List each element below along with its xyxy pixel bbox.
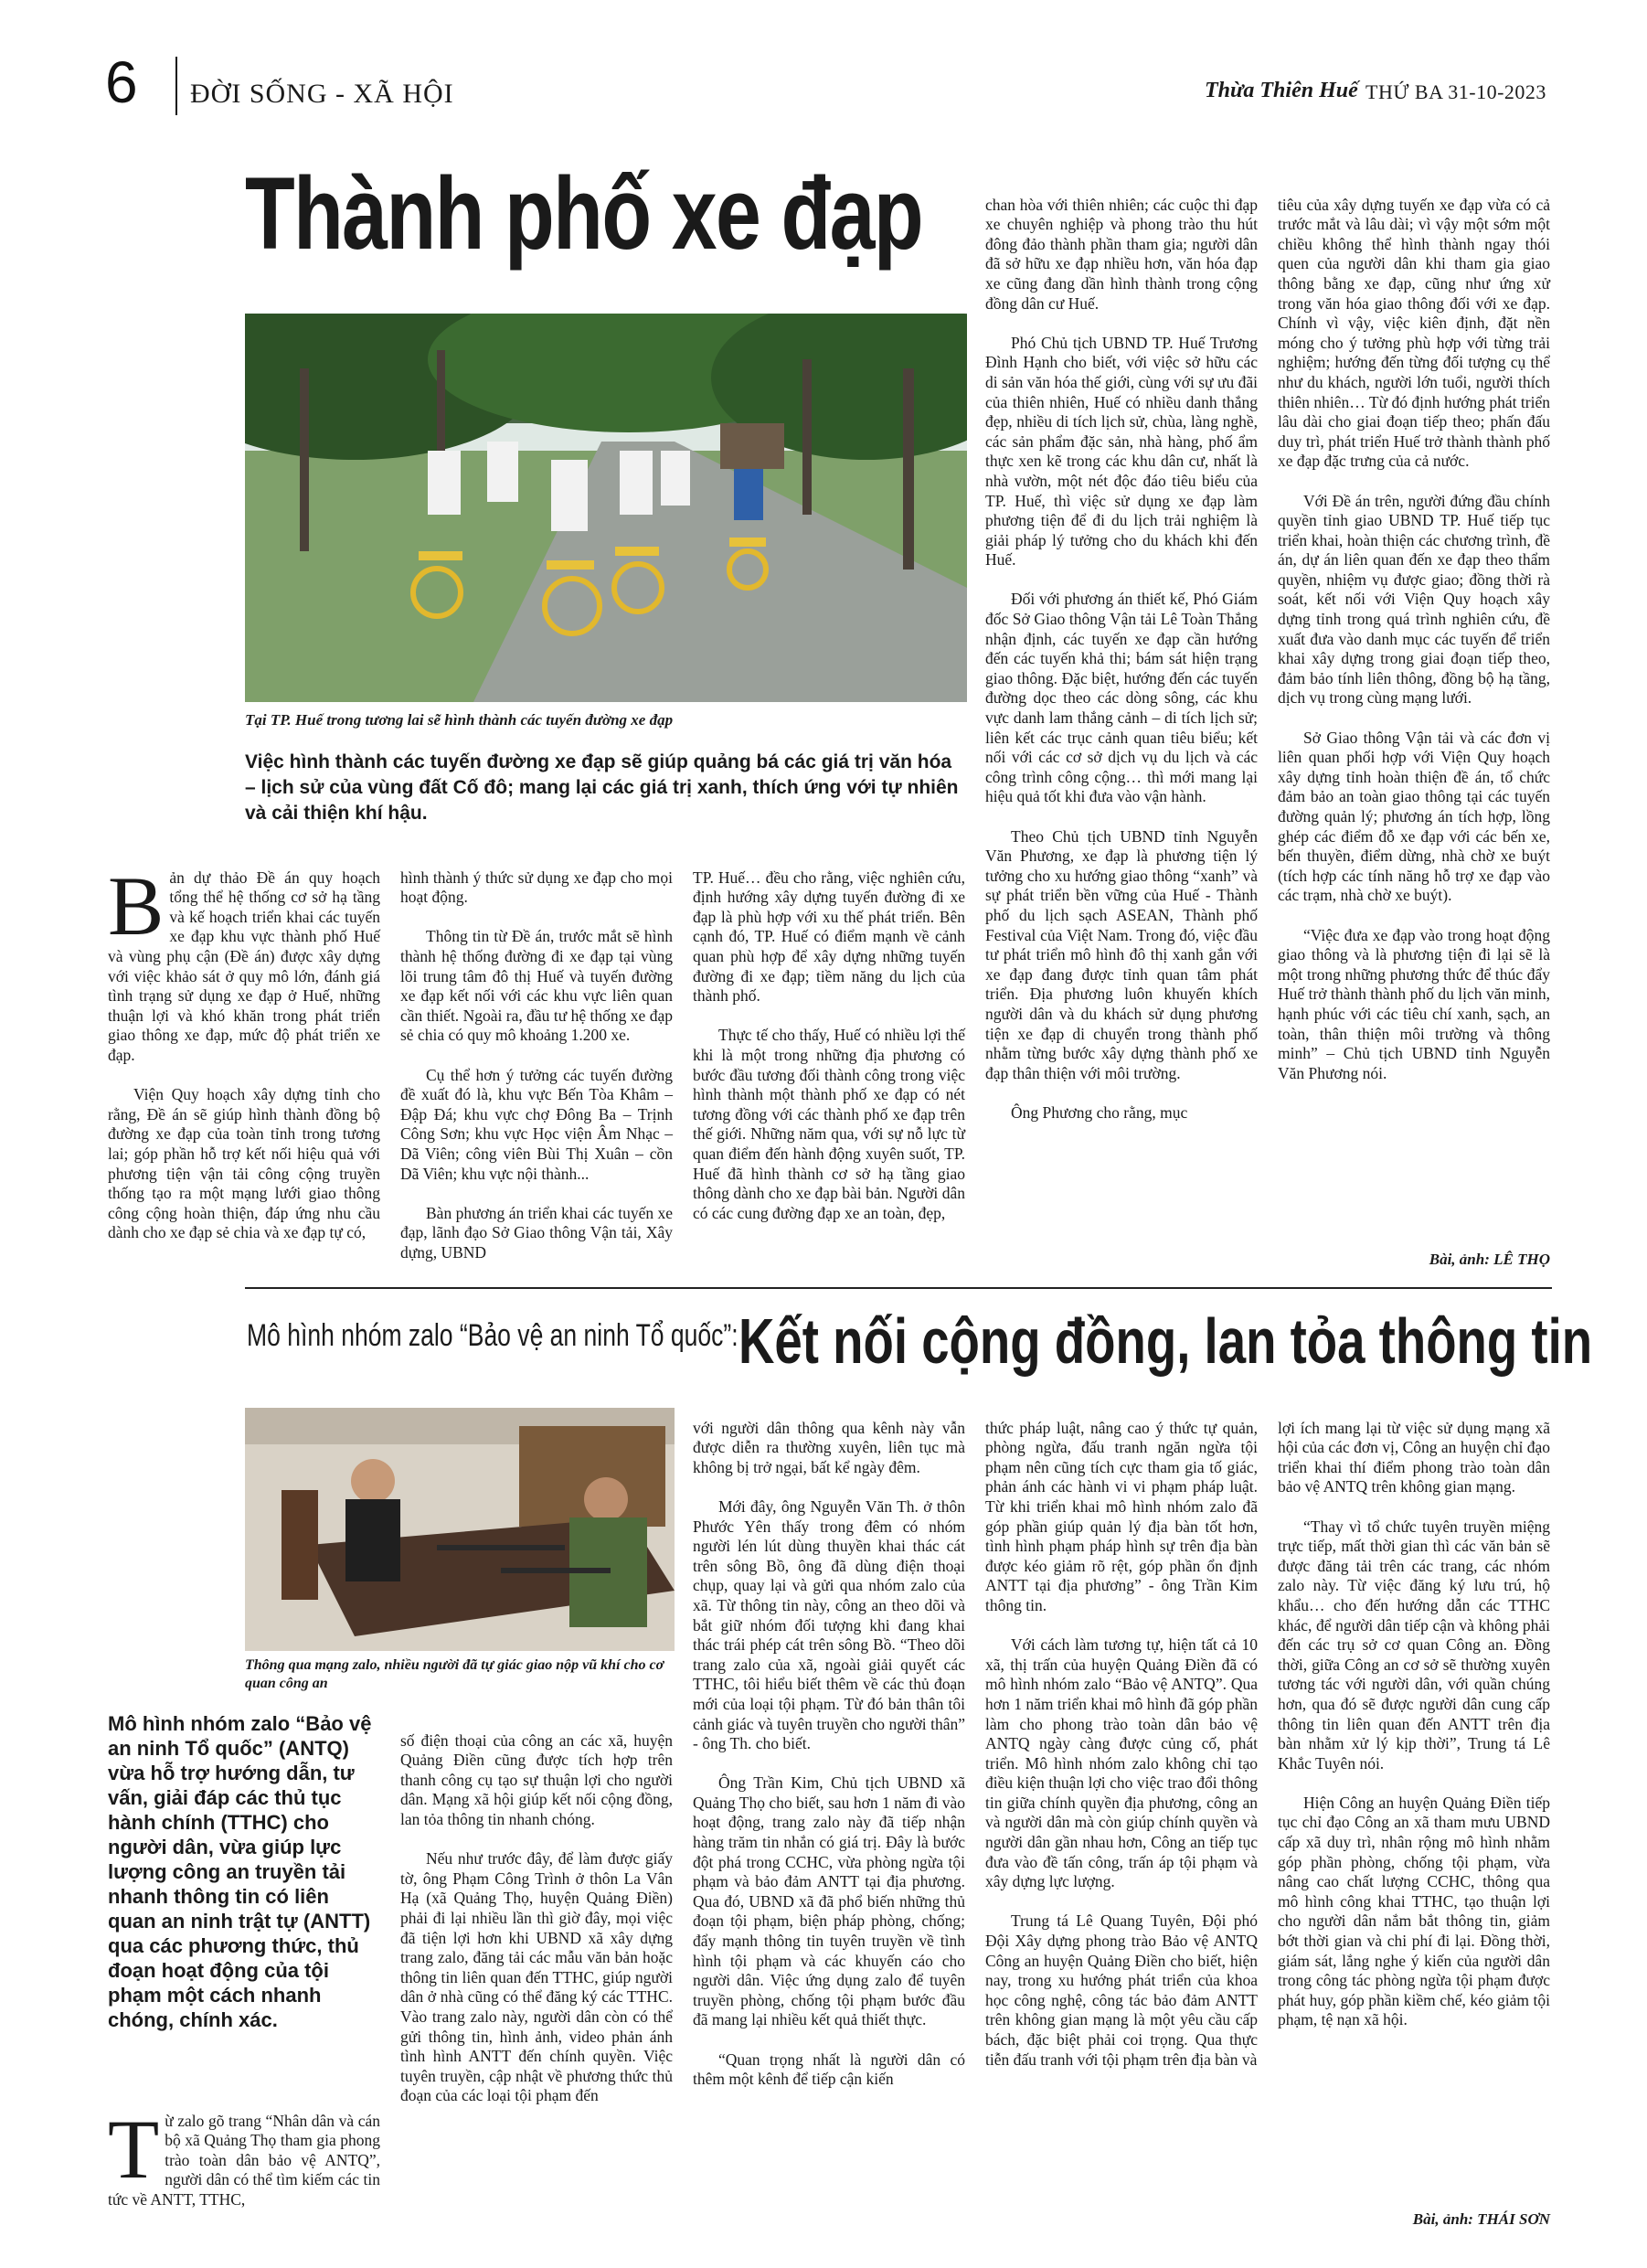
article1-paragraph: Thực tế cho thấy, Huế có nhiều lợi thế khi là một trong những địa phương có bước đầu tương đối thành công trong việc hình thành một thành phố xe đạp có nét tương đồng với các thành phố xe đạp trên thế giới. Những năm qua, với sự nỗ lực từ quan điểm đến hành động xuyên suốt, TP. Huế đã hình thành cơ sở hạ tầng giao thông dành cho xe đạp bài bản. Người dân có các cung đường đạp xe an toàn, đẹp, <box>693 1026 965 1222</box>
article2-paragraph: Ông Trần Kim, Chủ tịch UBND xã Quảng Thọ cho biết, sau hơn 1 năm đi vào hoạt động, trang zalo này đã tiếp nhận hàng trăm tin nhắn có giá trị. Đây là bước đột phá trong CCHC, vừa phòng ngừa tội phạm và bảo đảm ANTT tại địa phương. Qua đó, UBND xã đã phổ biến những thủ đoạn tội phạm, biện pháp phòng, chống; đẩy mạnh thông tin tuyên truyền về tình hình tội phạm và các khuyến cáo cho người dân. Việc ứng dụng zalo để tuyên truyền phòng, chống tội phạm bước đầu đã mang lại nhiều kết quả thiết thực. <box>693 1773 965 2029</box>
article2-paragraph: lợi ích mang lại từ việc sử dụng mạng xã hội của các đơn vị, Công an huyện chỉ đạo triển khai thí điểm phong trào toàn dân bảo vệ ANTQ trên không gian mạng. <box>1278 1418 1550 1496</box>
article1-paragraph: chan hòa với thiên nhiên; các cuộc thi đạp xe chuyên nghiệp và phong trào thu hút đông đảo thành phần tham gia; người dân đã sở hữu xe đạp nhiều hơn, văn hóa đạp xe cũng đang dần hình thành trong cộng đồng dân cư Huế. <box>985 195 1258 313</box>
article1-paragraph: “Việc đưa xe đạp vào trong hoạt động giao thông và là phương tiện đi lại sẽ là một trong những phương thức để thúc đẩy Huế trở thành thành phố du lịch văn minh, hạnh phúc với các tiêu chí xanh, sạch, an toàn, thân thiện môi trường và thông minh” – Chủ tịch UBND tỉnh Nguyễn Văn Phương nói. <box>1278 925 1550 1082</box>
article1-column-4 <box>985 176 1258 1143</box>
article2-paragraph: Mới đây, ông Nguyễn Văn Th. ở thôn Phước Yên thấy trong đêm có nhóm người lén lút dùng thuyền khai thác cát trên sông Bồ, ông đã dùng điện thoại chụp, quay lại và gửi qua nhóm zalo của xã. Từ thông tin này, công an theo dõi và bắt giữ nhóm đối tượng khi đang khai thác trái phép cát trên sông Bồ. “Theo dõi trang zalo của xã, ngoài giải quyết các TTHC, tôi hiểu biết thêm về các thủ đoạn mới của loại tội phạm. Từ đó bản thân tôi cảnh giác và tuyên truyền cho người thân” - ông Th. cho biết. <box>693 1496 965 1753</box>
article1-lead: Việc hình thành các tuyến đường xe đạp sẽ giúp quảng bá các giá trị văn hóa – lịch sử của vùng đất Cố đô; mang lại các giá trị xanh, thích ứng với tự nhiên và cải thiện khí hậu. <box>245 751 959 824</box>
article2-paragraph: “Thay vì tổ chức tuyên truyền miệng trực tiếp, mất thời gian thì các văn bản sẽ được đăng tải trên các trang, các nhóm zalo này. Từ việc đăng ký lưu trú, hộ khẩu… cho đến hướng dẫn các TTHC khác, để người dân tiếp cận và không phải đến các trụ sở cơ quan Công an. Đồng thời, giữa Công an cơ sở sẽ thường xuyên tương tác với người dân, với quần chúng hơn, qua đó sẽ được người dân cung cấp thông tin liên quan đến ANTT trên địa bàn nhằm xử lý kịp thời”, Trung tá Lê Khắc Tuyên nói. <box>1278 1517 1550 1773</box>
article1-column-2 <box>400 848 673 1283</box>
article1-headline: Thành phố xe đạp <box>245 156 922 271</box>
article1-column-3 <box>693 848 965 1243</box>
article1-paragraph: tiêu của xây dựng tuyến xe đạp vừa có cả trước mắt và lâu dài; vì vậy một sớm một chiều không thể hình thành ngay thói quen của người dân khi tham gia giao thông bằng xe đạp, cũng như ứng xử trong văn hóa giao thông đối với xe đạp. Chính vì vậy, việc kiên định, đặt nền móng cho ý tưởng phù hợp với từng trải nghiệm; hướng đến từng đối tượng cụ thể như du khách, người lớn tuổi, người thích thiên nhiên… Từ đó định hướng phát triển lâu dài cho giai đoạn tiếp theo; phấn đấu duy trì, phát triển Huế trở thành thành phố xe đạp đặc trưng của cả nước. <box>1278 195 1550 471</box>
article1-column-5 <box>1278 176 1550 1103</box>
newspaper-name: Thừa Thiên Huế <box>1205 79 1358 102</box>
article1-paragraph: Cụ thể hơn ý tưởng các tuyến đường đề xuất đó là, khu vực Bến Tòa Khâm – Đập Đá; khu vực chợ Đông Ba – Trịnh Công Sơn; khu vực Học viện Âm Nhạc – Dã Viên; công viên Bùi Thị Xuân – cồn Dã Viên; khu vực nội thành... <box>400 1065 673 1183</box>
article1-paragraph: Sở Giao thông Vận tải và các đơn vị liên quan phối hợp với Viện Quy hoạch xây dựng tỉnh hoàn thiện đề án, tổ chức đảm bảo an toàn giao thông tại các tuyến đường quản lý; phương án tích hợp, lồng ghép các điểm đỗ xe đạp với các bến xe, bến thuyền, điểm dừng, nhà chờ xe buýt (tích hợp các tính năng hỗ trợ xe đạp vào các trạm, nhà chờ xe buýt). <box>1278 728 1550 905</box>
article1-paragraph: Theo Chủ tịch UBND tỉnh Nguyễn Văn Phương, xe đạp là phương tiện lý tưởng cho xu hướng giao thông “xanh” và sự phát triển bền vững của Huế - Thành phố du lịch sạch ASEAN, Thành phố Festival của Việt Nam. Trong đó, việc đầu tư phát triển mô hình đô thị xanh gắn với xe đạp đang được tỉnh quan tâm phát triển. Địa phương luôn khuyến khích người dân và du khách sử dụng phương tiện xe đạp di chuyển trong thành phố nhằm từng bước xây dựng thành phố xe đạp thân thiện với môi trường. <box>985 826 1258 1082</box>
article1-paragraph: Thông tin từ Đề án, trước mắt sẽ hình thành hệ thống đường đi xe đạp tại vùng lõi trung tâm đô thị Huế và tuyến đường xe đạp kết nối với các khu vực liên quan cần thiết. Ngoài ra, đầu tư hệ thống xe đạp sẻ chia có quy mô khoảng 1.200 xe. <box>400 927 673 1045</box>
article1-paragraph: Phó Chủ tịch UBND TP. Huế Trương Đình Hạnh cho biết, với việc sở hữu các di sản văn hóa thế giới, cùng với sự ưu đãi của thiên nhiên, Huế có nhiều danh thắng đẹp, nhiều di tích lịch sử, chùa, làng nghề, các sản phẩm đặc sản, nhà hàng, phố ẩm thực xen kẽ trong các khu dân cư, nhất là nhà vườn, một nét độc đáo tiêu biểu của TP. Huế, thì việc sử dụng xe đạp làm phương tiện để đi du lịch trải nghiệm là giải pháp lý tưởng cho du khách khi đến Huế. <box>985 333 1258 570</box>
article1-dropcap: B <box>108 858 165 953</box>
article2-photo-caption: Thông qua mạng zalo, nhiều người đã tự giác giao nộp vũ khí cho cơ quan công an <box>245 1657 664 1691</box>
article2-column-5 <box>1278 1399 1550 2050</box>
article2-paragraph: số điện thoại của công an các xã, huyện Quảng Điền cũng được tích hợp trên thanh công cụ tạo sự thuận lợi cho người dân. Mạng xã hội giúp kết nối cộng đồng, lan tỏa thông tin nhanh chóng. <box>400 1730 673 1828</box>
article2-paragraph: Nếu như trước đây, để làm được giấy tờ, ông Phạm Công Trình ở thôn La Vân Hạ (xã Quảng Thọ, huyện Quảng Điền) phải đi lại nhiều lần thì giờ đây, mọi việc đã tiện lợi hơn khi UBND xã xây dựng trang zalo, đăng tải các mẫu văn bản hoặc thông tin liên quan đến TTHC, giúp người dân ở nhà cũng có thể đăng ký các TTHC. Vào trang zalo này, người dân còn có thể gửi thông tin, hình ảnh, video phản ánh tình hình ANTT đến chính quyền. Việc tuyên truyền, cập nhật về phương thức thủ đoạn của các loại tội phạm đến <box>400 1849 673 2105</box>
header-divider <box>175 57 177 115</box>
article2-paragraph: với người dân thông qua kênh này vẫn được diễn ra thường xuyên, liên tục mà không bị trở ngại, bất kể ngày đêm. <box>693 1418 965 1476</box>
article1-photo-caption: Tại TP. Huế trong tương lai sẽ hình thành các tuyến đường xe đạp <box>245 711 674 729</box>
article2-dropcap: T <box>108 2102 160 2196</box>
article2-byline: Bài, ảnh: THÁI SƠN <box>1412 2210 1550 2228</box>
article2-lead: Mô hình nhóm zalo “Bảo vệ an ninh Tổ quốc” (ANTQ) vừa hỗ trợ hướng dẫn, tư vấn, giải đáp các thủ tục hành chính (TTHC) cho người dân, vừa giúp lực lượng công an truyền tải nhanh thông tin có liên quan an ninh trật tự (ANTT) qua các phương thức, thủ đoạn hoạt động của tội phạm một cách nhanh chóng, chính xác. <box>108 1712 372 2031</box>
article2-paragraph: Hiện Công an huyện Quảng Điền tiếp tục chỉ đạo Công an xã tham mưu UBND cấp xã duy trì, nhân rộng mô hình nhằm góp phần phòng, chống tội phạm, vừa nâng cao chất lượng CCHC, thông qua mô hình công khai TTHC, tạo thuận lợi cho người dân nắm bắt thông tin, giảm bớt thời gian và chi phí đi lại. Đồng thời, giám sát, lắng nghe ý kiến của người dân trong công tác phòng ngừa tội phạm được phát huy, góp phần kiềm chế, kéo giảm tội phạm, tệ nạn xã hội. <box>1278 1793 1550 2029</box>
article1-paragraph: hình thành ý thức sử dụng xe đạp cho mọi hoạt động. <box>400 868 673 907</box>
article1-paragraph: Đối với phương án thiết kế, Phó Giám đốc Sở Giao thông Vận tải Lê Toàn Thắng nhận định, các tuyến xe đạp cần hướng đến các tuyến khả thi; bám sát hiện trạng giao thông. Đặc biệt, hướng đến các tuyến đường dọc theo các dòng sông, các khu vực danh lam thắng cảnh – di tích lịch sử; liên kết các trục cảnh quan tiêu biểu; kết nối với các cơ sở dịch vụ du lịch và các công trình công cộng… thì mới mang lại hiệu quả tốt khi đưa vào vận hành. <box>985 590 1258 806</box>
article2-headline: Kết nối cộng đồng, lan tỏa thông tin <box>738 1305 1593 1377</box>
article1-paragraph: Viện Quy hoạch xây dựng tỉnh cho rằng, Đề án sẽ giúp hình thành đồng bộ đường xe đạp của toàn tỉnh trong tương lai; góp phần hỗ trợ kết nối hiệu quả với phương tiện vận tải công cộng truyền thống tạo ra một mạng lưới giao thông công cộng hoàn thiện, đáp ứng nhu cầu dành cho xe đạp sẻ chia và xe đạp tự có, <box>108 1085 380 1242</box>
article1-photo <box>245 314 967 702</box>
article2-paragraph: thức pháp luật, nâng cao ý thức tự quản, phòng ngừa, đấu tranh ngăn ngừa tội phạm nên cũng tích cực tham gia tố giác, phản ánh các hành vi vi phạm pháp luật. Từ khi triển khai mô hình nhóm zalo đã góp phần giúp quản lý địa bàn tốt hơn, tình hình phạm pháp hình sự trên địa bàn được kéo giảm rõ rệt, góp phần ổn định ANTT tại địa phương” - ông Trần Kim thông tin. <box>985 1418 1258 1614</box>
section-title: ĐỜI SỐNG - XÃ HỘI <box>190 79 454 109</box>
article1-column-1 <box>108 848 380 1262</box>
article2-kicker: Mô hình nhóm zalo “Bảo vệ an ninh Tổ quốc”: <box>247 1318 738 1353</box>
article1-paragraph: TP. Huế… đều cho rằng, việc nghiên cứu, định hướng xây dựng tuyến đường đi xe đạp là phù hợp với xu thế phát triển. Bên cạnh đó, TP. Huế có điểm mạnh về cảnh quan phù hợp để xây dựng những tuyến đường đi xe đạp; tiềm năng du lịch của thành phố. <box>693 868 965 1006</box>
article2-column-1 <box>108 2092 380 2230</box>
page-number: 6 <box>105 49 138 115</box>
article1-byline: Bài, ảnh: LÊ THỌ <box>1429 1251 1550 1268</box>
article2-column-3 <box>693 1399 965 2109</box>
article2-column-2 <box>400 1711 673 2125</box>
article1-paragraph: Ông Phương cho rằng, mục <box>1011 1102 1188 1122</box>
article2-column-4 <box>985 1399 1258 2090</box>
article-divider <box>245 1287 1552 1289</box>
cyclists-photo-illustration <box>245 314 967 702</box>
article2-paragraph: Với cách làm tương tự, hiện tất cả 10 xã, thị trấn của huyện Quảng Điền đã có mô hình nhóm zalo “Bảo vệ ANTQ”. Qua hơn 1 năm triển khai mô hình đã góp phần làm cho phong trào toàn dân bảo vệ ANTQ ngày càng được củng cố, phát triển. Mô hình nhóm zalo không chỉ tạo điều kiện thuận lợi cho việc trao đổi thông tin giữa chính quyền địa phương, công an và người dân mà còn giúp chính quyền và người dân gần nhau hơn, Công an tiếp tục đưa vào đề tấn công, trấn áp tội phạm và xây dựng lực lượng. <box>985 1635 1258 1891</box>
article2-paragraph: Trung tá Lê Quang Tuyên, Đội phó Đội Xây dựng phong trào Bảo vệ ANTQ Công an huyện Quảng Điền cho biết, hiện nay, trong xu hướng phát triển của khoa học công nghệ, công tác bảo đảm ANTT trên không gian mạng là một yêu cầu cấp bách, đặc biệt phải coi trọng. Qua thực tiễn đấu tranh với tội phạm trên địa bàn và <box>985 1911 1258 2069</box>
article2-paragraph: ừ zalo gõ trang “Nhân dân và cán bộ xã Quảng Thọ tham gia phong trào toàn dân bảo vệ ANTQ”, người dân có thể tìm kiếm các tin tức về ANTT, TTHC, <box>108 2111 380 2209</box>
issue-date: THỨ BA 31-10-2023 <box>1365 80 1546 103</box>
article1-paragraph: ản dự thảo Đề án quy hoạch tổng thể hệ thống cơ sở hạ tầng và kế hoạch triển khai các tuyến xe đạp khu vực thành phố Huế và vùng phụ cận (Đề án) được xây dựng với việc khảo sát ở quy mô lớn, đánh giá tình trạng sử dụng xe đạp ở Huế, những thuận lợi và khó khăn trong phát triển giao thông xe đạp, mức độ phát triển xe đạp. <box>108 868 380 1064</box>
article2-paragraph: “Quan trọng nhất là người dân có thêm một kênh để tiếp cận kiến <box>693 2050 965 2089</box>
article2-photo <box>245 1408 675 1651</box>
police-office-photo-illustration <box>245 1408 675 1651</box>
article1-paragraph: Với Đề án trên, người đứng đầu chính quyền tỉnh giao UBND TP. Huế tiếp tục triển khai, hoàn thiện các chương trình, đề án, dự án liên quan đến xe đạp theo thẩm quyền, nhiệm vụ được giao; đồng thời rà soát, kết nối với Viện Quy hoạch xây dựng tỉnh trong quá trình nghiên cứu, đề xuất đưa vào danh mục các tuyến để triển khai xây dựng trong giai đoạn tiếp theo, đảm bảo tính liên thông, đồng bộ hạ tầng, dịch vụ trong cùng mạng lưới. <box>1278 491 1550 708</box>
article1-paragraph: Bàn phương án triển khai các tuyến xe đạp, lãnh đạo Sở Giao thông Vận tải, Xây dựng, UBND <box>400 1203 673 1262</box>
